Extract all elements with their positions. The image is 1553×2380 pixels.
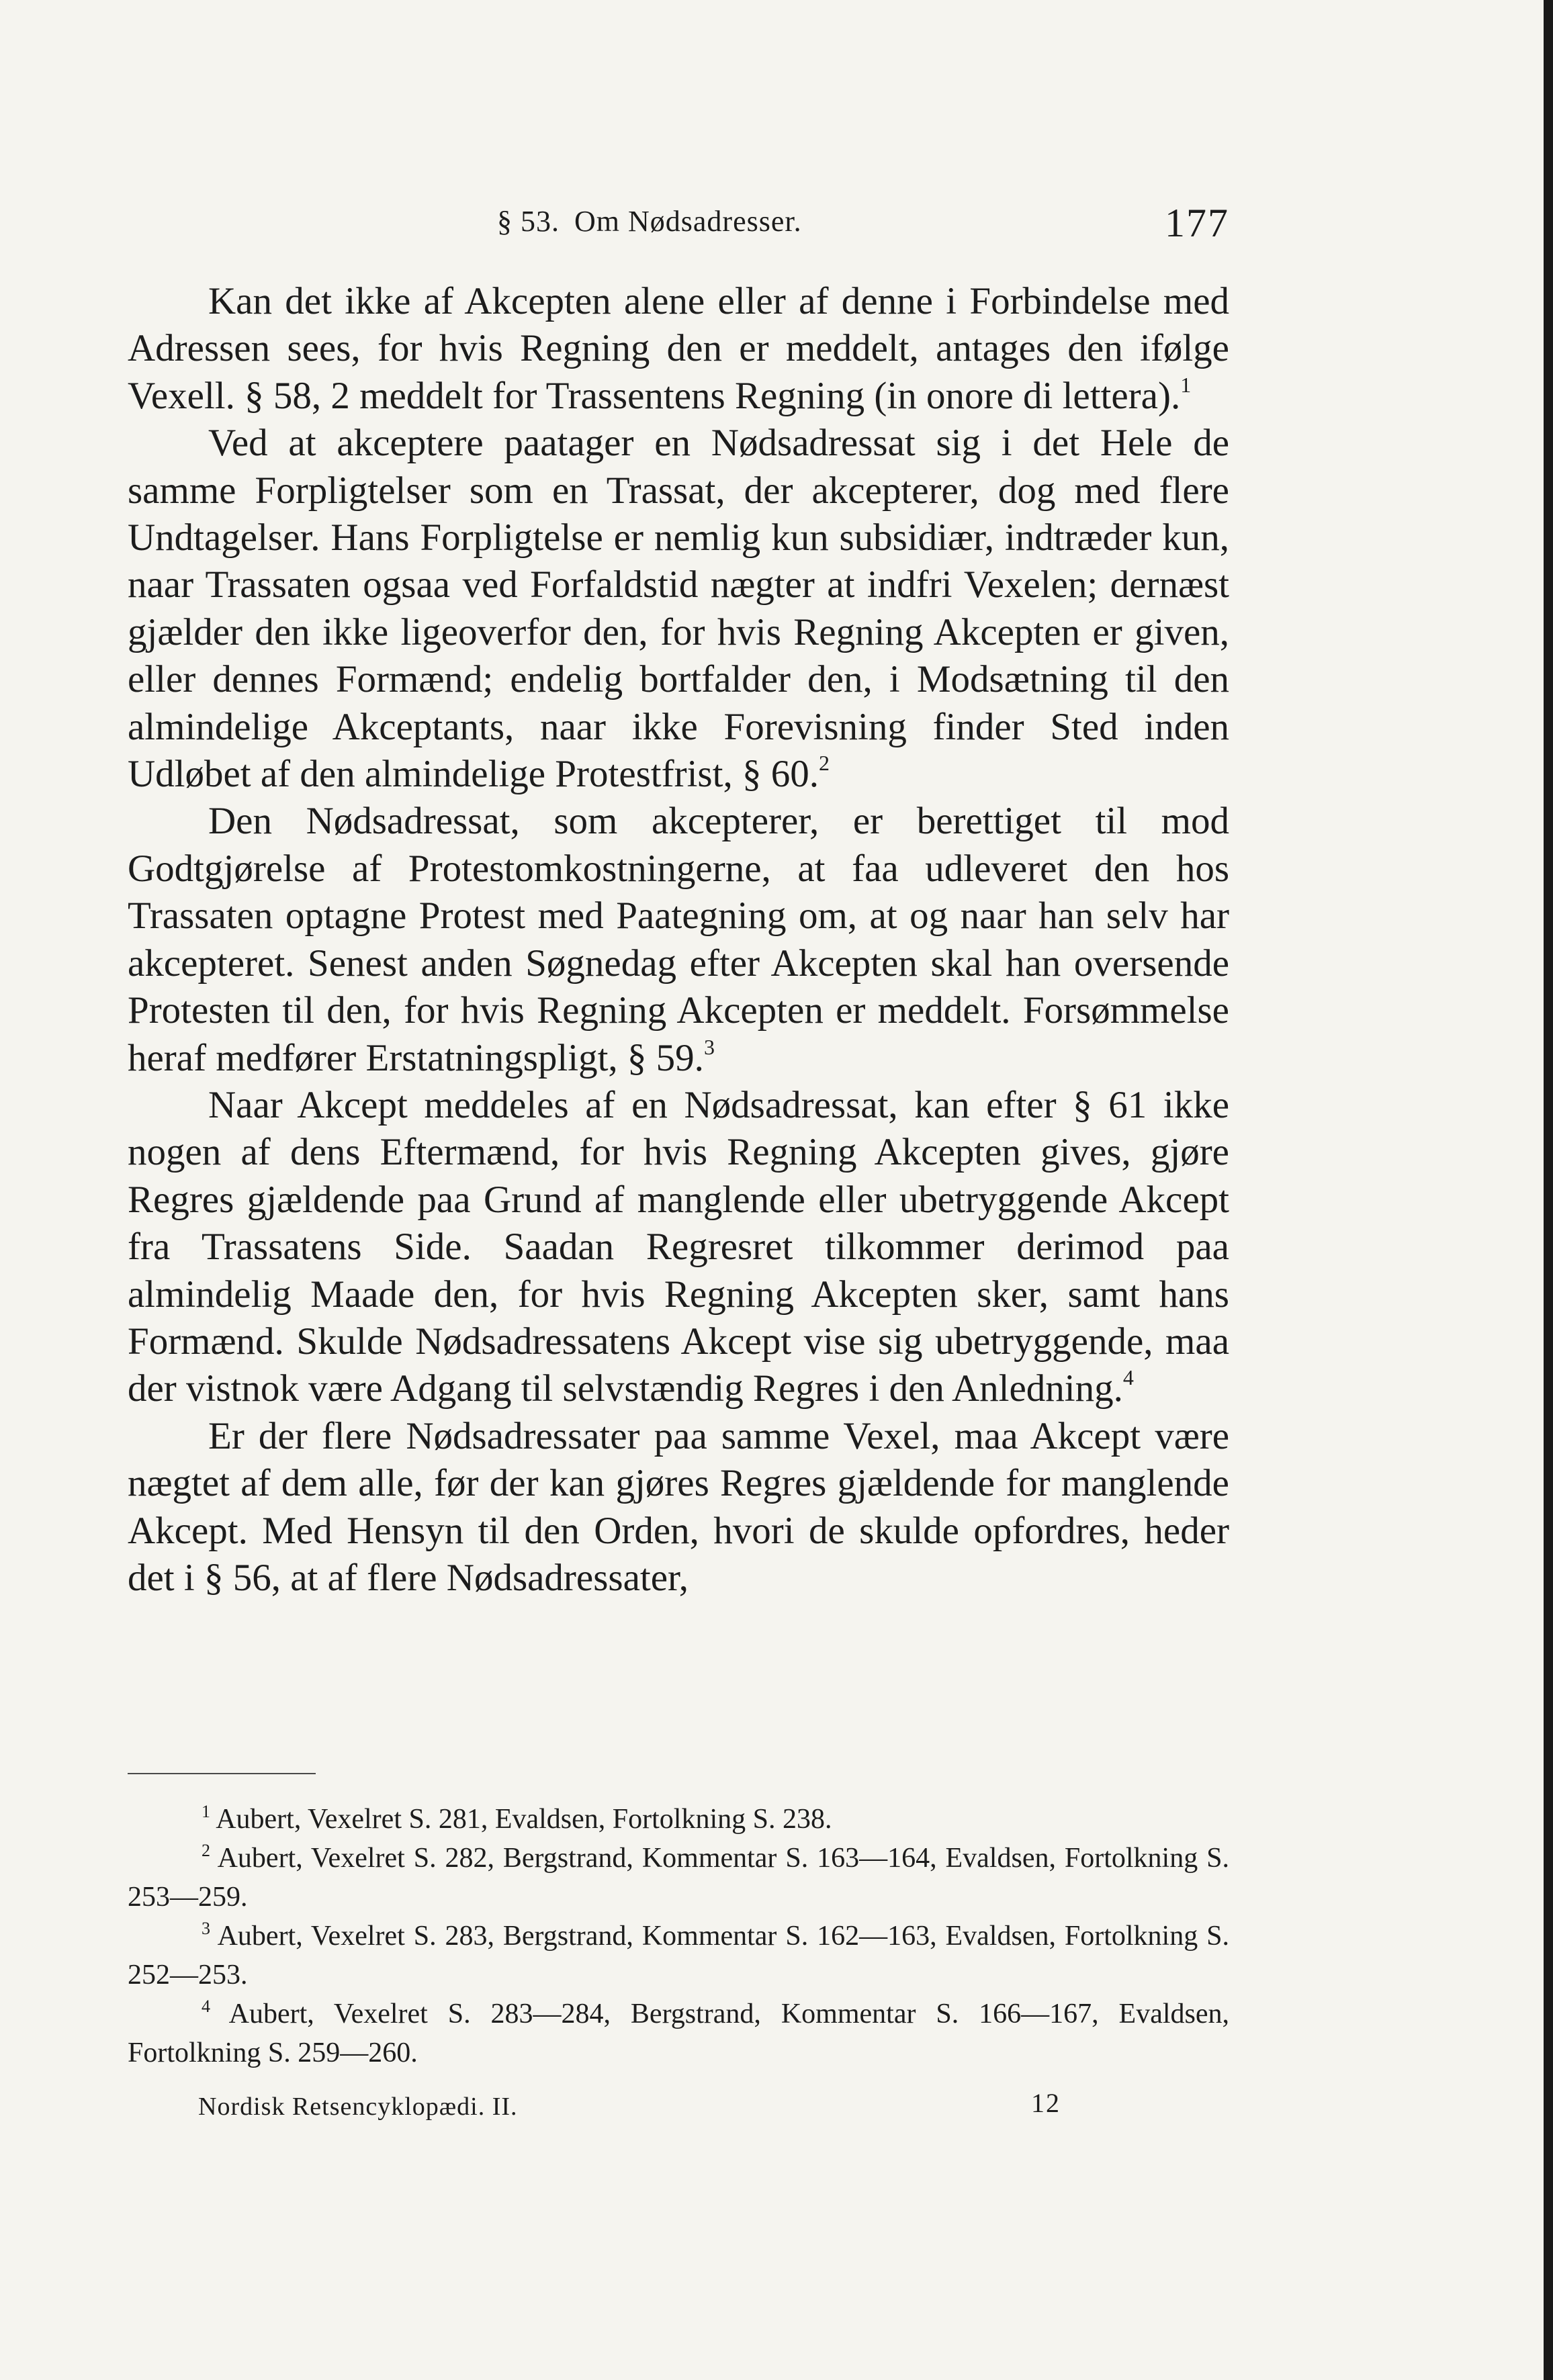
footnote-text: Aubert, Vexelret S. 283, Bergstrand, Kommentar S. 162—163, Evaldsen, Fortolkning S. 252—253. (128, 1921, 1229, 1990)
section-number: § 53. (497, 205, 560, 238)
paragraph (128, 798, 1229, 1081)
footnote-number: 4 (202, 1997, 210, 2016)
paragraph-text: Ved at akceptere paatager en Nødsadressat sig i det Hele de samme Forpligtelser som en Trassat, der akcepterer, dog med flere Undtagelser. Hans Forpligtelse er nemlig kun subsidiær, indtræder kun, naar Trassaten ogsaa ved Forfaldstid nægter at indfri Vexelen; dernæst gjælder den ikke ligeoverfor den, for hvis Regning Akcepten er given, eller dennes Formænd; endelig bortfalder den, i Modsætning til den almindelige Akceptants, naar ikke Forevisning finder Sted inden Udløbet af den almindelige Protestfrist, § 60. (128, 422, 1229, 796)
footnote-text: Aubert, Vexelret S. 282, Bergstrand, Kommentar S. 163—164, Evaldsen, Fortolkning S. 253—259. (128, 1843, 1229, 1913)
paragraph-text: Naar Akcept meddeles af en Nødsadressat, kan efter § 61 ikke nogen af dens Eftermænd, for hvis Regning Akcepten gives, gjøre Regres gjældende paa Grund af manglende eller ubetryggende Akcept fra Trassatens Side. Saadan Regresret tilkommer derimod paa almindelig Maade den, for hvis Regning Akcepten sker, samt hans Formænd. Skulde Nødsadressatens Akcept vise sig ubetryggende, maa der vistnok være Adgang til selvstændig Regres i den Anledning. (128, 1083, 1229, 1410)
footnote-text: Aubert, Vexelret S. 281, Evaldsen, Fortolkning S. 238. (216, 1804, 832, 1835)
footnote (128, 1839, 1229, 1917)
footnote (128, 1917, 1229, 1995)
footnote-number: 1 (202, 1802, 210, 1821)
footnote (128, 1800, 1229, 1839)
running-head (497, 204, 802, 238)
paragraph-text: Er der flere Nødsadressater paa samme Vexel, maa Akcept være nægtet af dem alle, før der kan gjøres Regres gjældende for manglende Akcept. Med Hensyn til den Orden, hvori de skulde opfordres, heder det i § 56, at af flere Nødsadressater, (128, 1414, 1229, 1599)
footnote-ref: 3 (703, 1034, 715, 1059)
page-header (128, 200, 1229, 254)
paragraph (128, 1413, 1229, 1602)
scan-edge (1544, 0, 1553, 2380)
footnote (128, 1995, 1229, 2072)
paragraph (128, 1082, 1229, 1413)
sheet-number: 12 (1031, 2088, 1061, 2118)
footnote-divider (128, 1773, 316, 1774)
body-text (128, 278, 1229, 1602)
running-title: Om Nødsadresser. (574, 205, 802, 238)
footnote-number: 3 (202, 1919, 210, 1938)
footnote-ref: 4 (1122, 1365, 1134, 1390)
footnote-ref: 1 (1180, 372, 1192, 397)
paragraph-text: Den Nødsadressat, som akcepterer, er berettiget til mod Godtgjørelse af Protestomkostningerne, at faa udleveret den hos Trassaten optagne Protest med Paategning om, at og naar han selv har akcepteret. Senest anden Søgnedag efter Akcepten skal han oversende Protesten til den, for hvis Regning Akcepten er meddelt. Forsømmelse heraf medfører Erstatningspligt, § 59. (128, 800, 1229, 1079)
printer-signature: Nordisk Retsencyklopædi. II. (198, 2093, 518, 2121)
footnote-number: 2 (202, 1841, 210, 1860)
page-number: 177 (1165, 201, 1229, 245)
paragraph-text: Kan det ikke af Akcepten alene eller af denne i Forbindelse med Adressen sees, for hvis Regning den er meddelt, antages den ifølge Vexell. § 58, 2 meddelt for Trassentens Regning (in onore di lettera). (128, 280, 1229, 417)
footnote-ref: 2 (818, 751, 830, 776)
footnotes (128, 1800, 1229, 2072)
paragraph (128, 420, 1229, 798)
footnote-text: Aubert, Vexelret S. 283—284, Bergstrand, Kommentar S. 166—167, Evaldsen, Fortolkning S. 259—260. (128, 1999, 1229, 2068)
paragraph (128, 278, 1229, 420)
